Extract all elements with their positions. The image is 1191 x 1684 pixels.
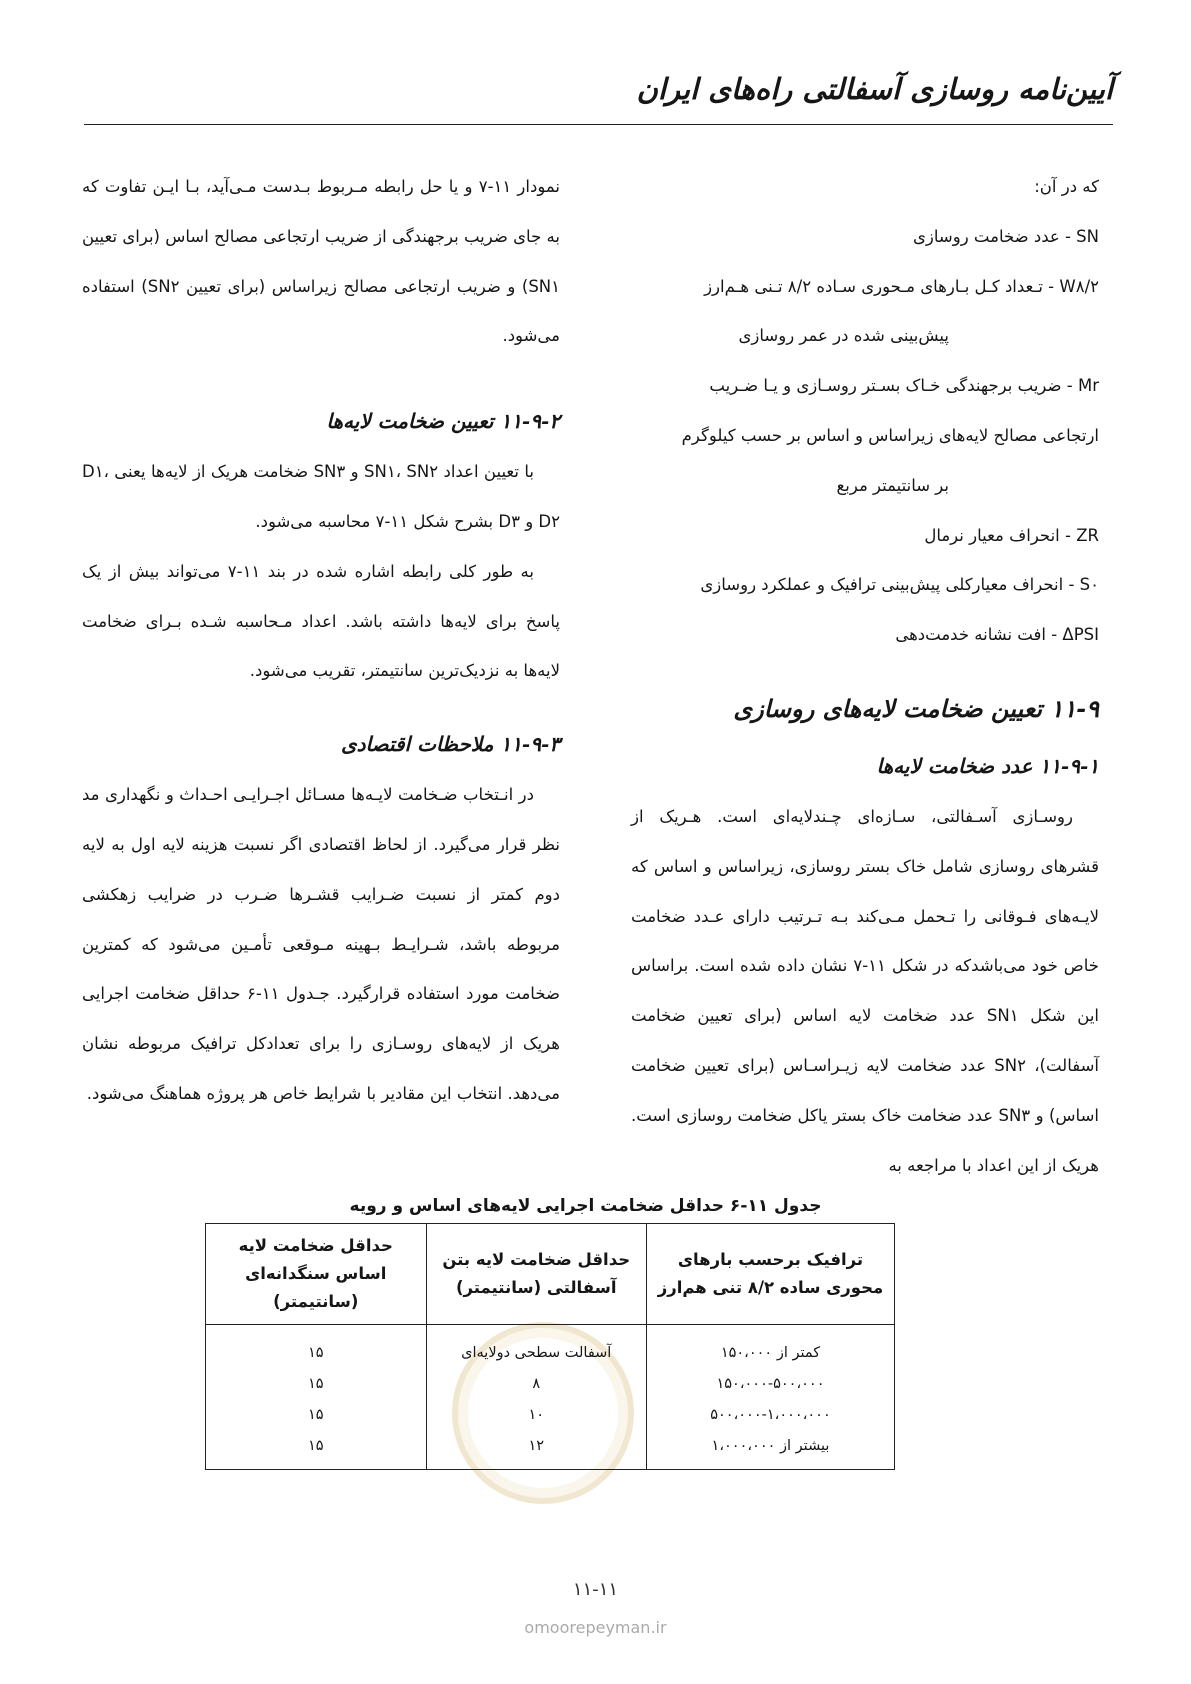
running-header-title: آیین‌نامه روسازی آسفالتی راه‌های ایران	[636, 72, 1113, 106]
definition-w82: W۸/۲ - تـعداد کـل بـارهای مـحوری سـاده ۸/۲ تـنی هـم‌ارز	[704, 276, 1099, 296]
section-title-11-9-1: ۱۱-۹-۱ عدد ضخامت لایه‌ها	[876, 753, 1099, 778]
table-header-asphalt: حداقل ضخامت لایه بتن آسفالتی (سانتیمتر)	[426, 1224, 646, 1325]
table-row	[206, 1430, 895, 1470]
table-cell-base: ۱۵	[206, 1399, 427, 1430]
definition-mr: Mr - ضریب برجهندگی خـاک بسـتر روسـازی و یـا ضـریب	[709, 376, 1099, 396]
table-header-base: حداقل ضخامت لایه اساس سنگدانه‌ای (سانتیمتر)	[206, 1224, 427, 1325]
table-cell-traffic: کمتر از ۱۵۰،۰۰۰	[646, 1325, 894, 1369]
right-column	[631, 162, 1099, 1190]
definition-s0: S۰ - انحراف معیارکلی پیش‌بینی ترافیک و عملکرد روسازی	[700, 575, 1099, 595]
definition-sn: SN - عدد ضخامت روسازی	[912, 226, 1099, 246]
page-number: ۱۱-۱۱	[572, 1579, 619, 1600]
paragraph-11-9-2-b: به طور کلی رابطه اشاره شده در بند ۱۱-۷ می‌تواند بیش از یک پاسخ برای لایه‌ها داشته باشد. اعداد مـحاسبه شـده بـرای ضخامت لایه‌ها به نزدیک‌ترین سانتیمتر، تقریب می‌شود.	[82, 561, 560, 681]
table-header-row	[206, 1224, 895, 1325]
table-cell-asphalt: ۱۲	[426, 1430, 646, 1470]
definition-w82-cont: پیش‌بینی شده در عمر روسازی	[738, 326, 949, 346]
watermark-text: omoorepeyman.ir	[524, 1618, 667, 1637]
paragraph-continued: نمودار ۱۱-۷ و یا حل رابطه مـربوط بـدست مـی‌آید، بـا ایـن تفاوت که به جای ضریب برجهندگی از ضریب ارتجاعی مصالح اساس (برای تعیین SN۱) و ضریب ارتجاعی مصالح زیراساس (برای تعیین SN۲) استفاده می‌شود.	[82, 177, 561, 346]
table-cell-asphalt: آسفالت سطحی دولایه‌ای	[426, 1325, 646, 1369]
table-row	[206, 1399, 895, 1430]
definition-zr: ZR - انحراف معیار نرمال	[924, 525, 1099, 545]
table-cell-traffic: ۵۰۰،۰۰۰-۱،۰۰۰،۰۰۰	[646, 1399, 894, 1430]
table-row	[206, 1325, 895, 1369]
table-cell-asphalt: ۱۰	[426, 1399, 646, 1430]
section-title-11-9-3: ۱۱-۹-۳ ملاحظات اقتصادی	[341, 732, 560, 757]
table-caption: جدول ۱۱-۶ حداقل ضخامت اجرایی لایه‌های اساس و رویه	[349, 1196, 822, 1216]
minimum-thickness-table	[205, 1223, 895, 1470]
definition-mr-cont2: بر سانتیمتر مربع	[836, 475, 949, 495]
table-cell-traffic: ۱۵۰،۰۰۰-۵۰۰،۰۰۰	[646, 1368, 894, 1399]
table-cell-traffic: بیشتر از ۱،۰۰۰،۰۰۰	[646, 1430, 894, 1470]
table-cell-base: ۱۵	[206, 1430, 427, 1470]
section-title-11-9-2: ۱۱-۹-۲ تعیین ضخامت لایه‌ها	[326, 409, 560, 434]
definition-dpsi: ΔPSI - افت نشانه خدمت‌دهی	[895, 625, 1099, 645]
definitions-intro: که در آن:	[1034, 177, 1099, 196]
definition-mr-cont: ارتجاعی مصالح لایه‌های زیراساس و اساس بر حسب کیلوگرم	[681, 425, 1099, 445]
table-header-traffic: ترافیک برحسب بارهای محوری ساده ۸/۲ تنی هم‌ارز	[646, 1224, 894, 1325]
left-column	[82, 162, 560, 1119]
table-cell-asphalt: ۸	[426, 1368, 646, 1399]
table-row	[206, 1368, 895, 1399]
section-title-11-9: ۱۱-۹ تعیین ضخامت لایه‌های روسازی	[733, 693, 1099, 723]
header-rule	[84, 124, 1113, 125]
table-cell-base: ۱۵	[206, 1325, 427, 1369]
paragraph-11-9-3: در انـتخاب ضـخامت لایـه‌ها مسـائل اجـرایـی احـداث و نگهداری مد نظر قرار می‌گیرد. از لحاظ اقتصادی اگر نسبت هزینه لایه اول به لایه دوم کمتر از نسبت ضـرایب قشـرها ضـرب در ضرایب زهکشی مربوطه باشد، شـرایـط بـهینه مـوقعی تأمـین می‌شود که کمترین ضخامت مورد استفاده قرارگیرد. جـدول ۱۱-۶ حداقل ضخامت اجرایی هریک از لایه‌های روسـازی را برای تعدادکل ترافیک مربوطه نشان می‌دهد. انتخاب این مقادیر با شرایط خاص هر پروژه هماهنگ می‌شود.	[82, 785, 560, 1103]
table-cell-base: ۱۵	[206, 1368, 427, 1399]
paragraph-11-9-2-a: با تعیین اعداد SN۱، SN۲ و SN۳ ضخامت هریک از لایه‌ها یعنی D۱، D۲ و D۳ بشرح شکل ۱۱-۷ محاسبه می‌شود.	[82, 462, 560, 531]
paragraph-11-9-1: روسـازی آسـفالتی، سـازه‌ای چـندلایه‌ای است. هـریک از قشرهای روسازی شامل خاک بستر روسازی، زیراساس و اساس که لایـه‌های فـوقانی را تـحمل مـی‌کند بـه تـرتیب دارای عـدد ضخامت خاص خود می‌باشدکه در شکل ۱۱-۷ نشان داده شده است. براساس این شکل SN۱ عدد ضخامت لایه اساس (برای تعیین ضخامت آسفالت)، SN۲ عدد ضخامت لایه زیـراسـاس (برای تعیین ضخامت اساس) و SN۳ عدد ضخامت خاک بستر یاکل ضخامت روسازی است. هریک از این اعداد با مراجعه به	[631, 806, 1099, 1175]
